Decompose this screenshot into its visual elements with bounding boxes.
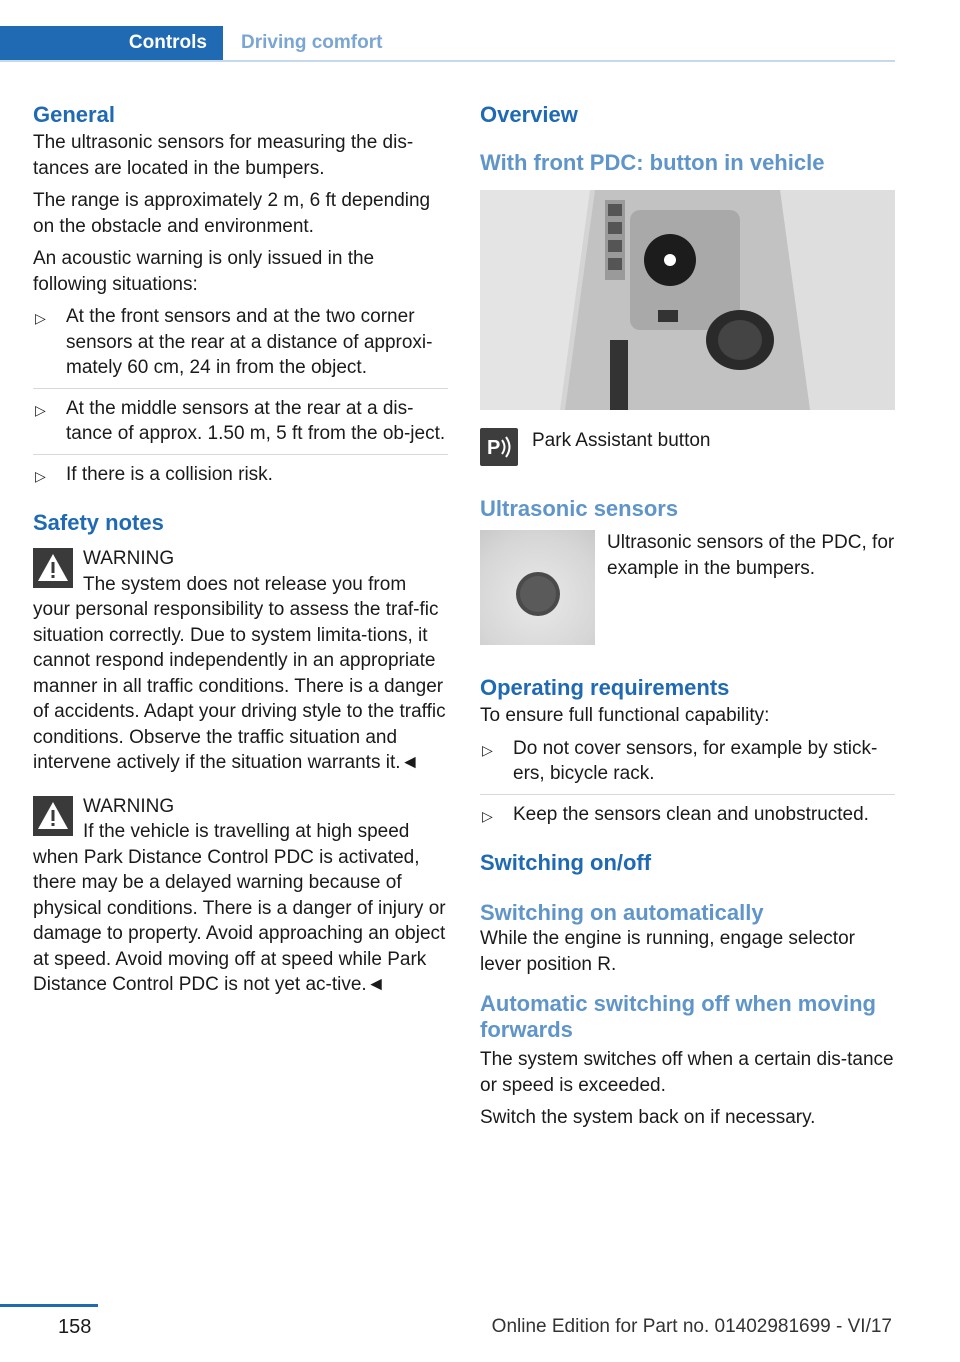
center-console-illustration (480, 190, 895, 410)
general-heading: General (33, 102, 115, 127)
header-divider (0, 60, 895, 62)
general-paragraph-3: An acoustic warning is only issued in the following situations: (33, 248, 375, 295)
list-item (33, 304, 448, 389)
left-column (33, 100, 448, 998)
sensor-row (480, 530, 895, 645)
tab-controls-label: Controls (128, 32, 207, 53)
auto-on-heading: Switching on automatically (480, 900, 764, 925)
general-paragraph-2: The range is approximately 2 m, 6 ft depending on the obstacle and environment. (33, 190, 431, 237)
page-number: 158 (58, 1316, 92, 1338)
operating-requirements-heading: Operating requirements (480, 675, 730, 700)
general-paragraph-1: The ultrasonic sensors for measuring the dis‐tances are located in the bumpers. (33, 132, 414, 179)
front-pdc-heading: With front PDC: button in vehicle (480, 150, 825, 175)
tab-controls[interactable] (0, 26, 223, 60)
list-item-text: Keep the sensors clean and unobstructed. (513, 803, 869, 825)
park-assist-row (480, 428, 895, 466)
warning-text-first-line: The system does not release you from (83, 573, 407, 595)
ultrasonic-description: Ultrasonic sensors of the PDC, for example in the bumpers. (607, 532, 895, 579)
triangle-bullet-icon: ▷ (482, 807, 493, 824)
sensor-photo (480, 530, 595, 645)
switching-heading: Switching on/off (480, 850, 652, 875)
auto-off-paragraph-1: The system switches off when a certain dis‐tance or speed is exceeded. (480, 1049, 894, 1096)
edition-note: Online Edition for Part no. 01402981699 - VI/17 (491, 1316, 892, 1337)
triangle-bullet-icon: ▷ (482, 741, 493, 758)
warning-title: WARNING (83, 548, 175, 569)
list-item (480, 736, 895, 795)
operating-requirements-list (480, 736, 895, 835)
warning-text: your personal responsibility to assess the traf‐fic situation correctly. Due to system limita‐tions, it cannot respond independently in an appropriate manner in all traffic conditions. There is a danger of accidents. Adapt your driving style to the traffic conditions. Observe the traffic situation and intervene actively if the situation warrants it.◄ (33, 599, 446, 773)
tab-driving-comfort[interactable]: Driving comfort (241, 32, 383, 53)
auto-off-heading: Automatic switching off when moving forwards (480, 991, 876, 1042)
park-assist-label: Park Assistant button (532, 430, 711, 451)
page-header (0, 26, 895, 62)
footer-divider (0, 1304, 98, 1307)
auto-on-text: While the engine is running, engage selector lever position R. (480, 928, 855, 975)
operating-requirements-text: To ensure full functional capability: (480, 705, 770, 726)
list-item-text: At the front sensors and at the two corner sensors at the rear at a distance of approxi‐mately 60 cm, 24 in from the object. (66, 306, 433, 378)
warning-title: WARNING (83, 795, 175, 817)
list-item (33, 462, 448, 495)
triangle-bullet-icon: ▷ (35, 310, 46, 326)
warning-block-1 (33, 546, 448, 776)
overview-heading: Overview (480, 102, 578, 127)
safety-notes-heading: Safety notes (33, 510, 164, 535)
right-column (480, 100, 895, 1131)
warning-triangle-icon (33, 796, 73, 836)
ultrasonic-heading: Ultrasonic sensors (480, 496, 679, 521)
list-item-text: At the middle sensors at the rear at a dis‐tance of approx. 1.50 m, 5 ft from the ob‐ject. (66, 397, 446, 444)
list-item (33, 396, 448, 455)
park-assist-icon (480, 428, 518, 466)
list-item-text: Do not cover sensors, for example by stick‐ers, bicycle rack. (513, 737, 878, 784)
center-console-photo (480, 190, 895, 410)
triangle-bullet-icon: ▷ (35, 467, 46, 484)
list-item (480, 802, 895, 835)
triangle-bullet-icon: ▷ (35, 401, 46, 418)
warning-text-first-line: If the vehicle is travelling at high speed (83, 821, 410, 842)
warning-text: when Park Distance Control PDC is activated, there may be a delayed warning because of physical conditions. There is a danger of injury or damage to property. Avoid approaching an object at speed. Avoid moving off at speed while Park Distance Control PDC is not yet ac‐tive.◄ (33, 846, 446, 995)
list-item-text: If there is a collision risk. (66, 463, 273, 485)
acoustic-warning-list (33, 304, 448, 494)
warning-block-2 (33, 794, 448, 998)
auto-off-paragraph-2: Switch the system back on if necessary. (480, 1107, 816, 1128)
warning-triangle-icon (33, 548, 73, 588)
svg-text:P: P (487, 437, 501, 459)
sensor-illustration (480, 530, 595, 645)
